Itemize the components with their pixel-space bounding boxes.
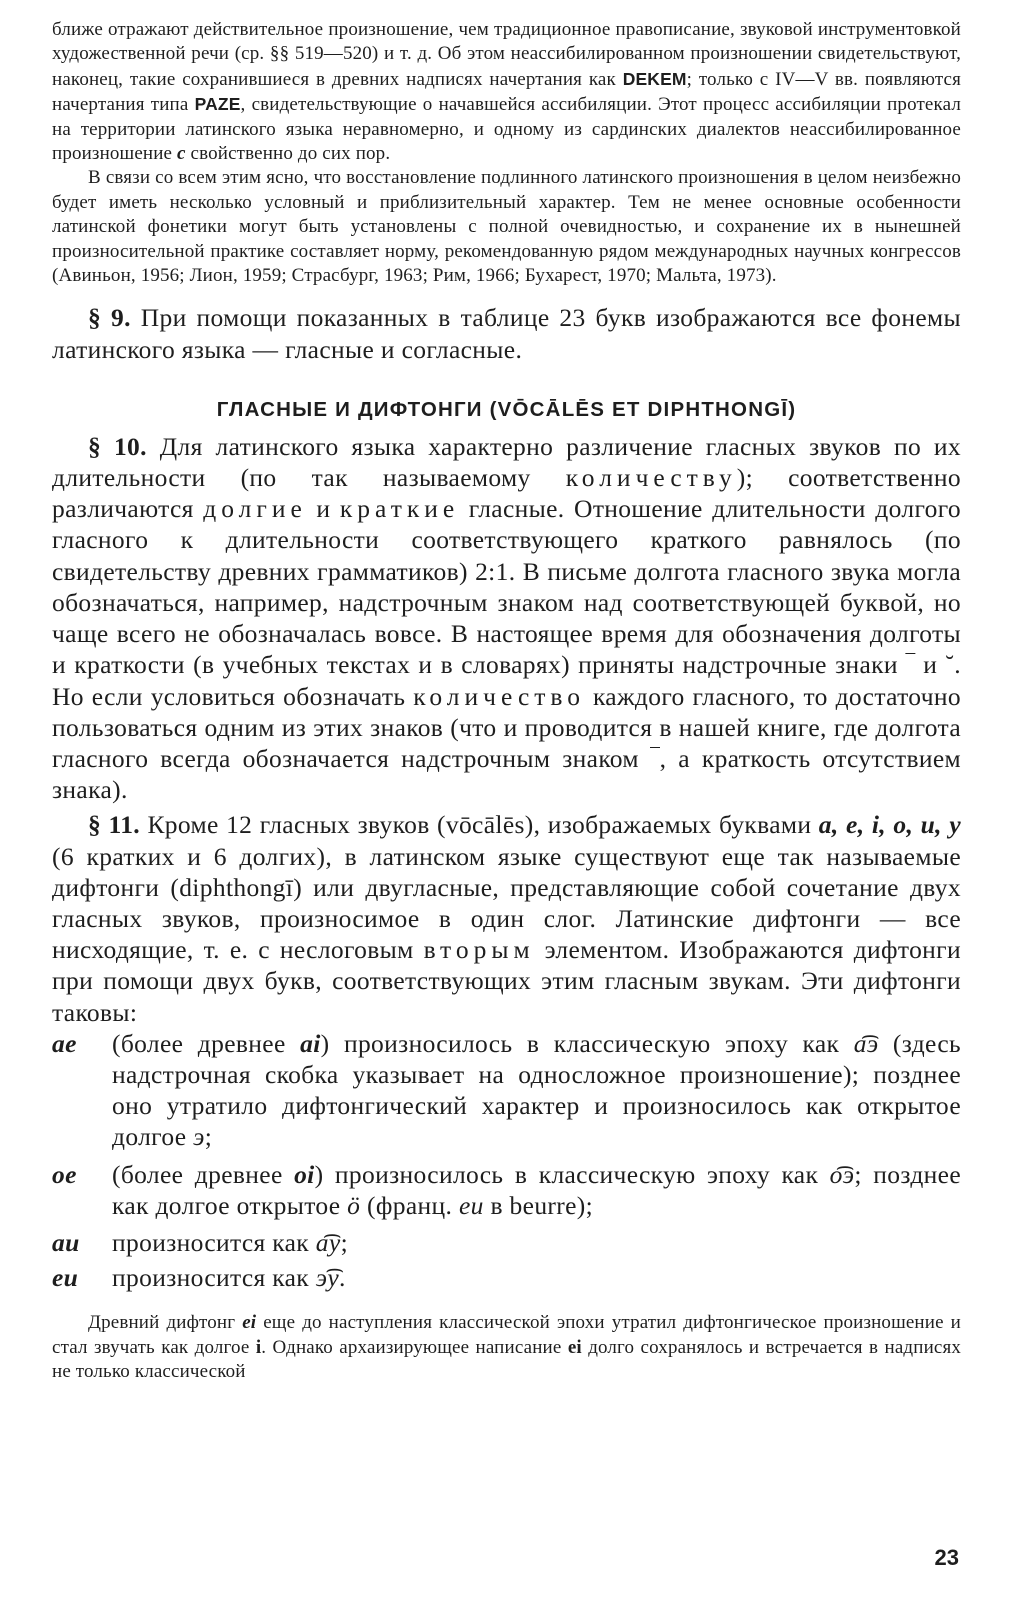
text: произносится как [112,1227,316,1257]
section-10 [52,431,961,805]
text: ) произносилось в классическую эпоху как [314,1159,830,1189]
spaced-term: количество [413,681,586,711]
section-number: § 11. [88,810,141,840]
section-number: § 9. [88,303,131,333]
diphthong-term: ae [52,1028,77,1058]
text: (франц. [360,1190,459,1220]
text: и [306,494,340,524]
text: произносится как [112,1263,316,1293]
intro-text-1: ближе отражают действительное произношение, чем традиционное правописание, звуковой инструментовкой художественной речи (ср. §§ 519—520) и т. д. Об этом неассибилированном произношении свидетельствуют, наконец, такие сохранившиеся в древних надписях начертания как [52,19,961,90]
diphthong-ei: ei [567,1336,582,1358]
pronunciation: a͡э [853,1028,879,1058]
text: (6 кратких и 6 долгих), в латинском языке существуют еще так называемые дифтонги (diphthongī) или двугласные, представляющие собой сочетание двух гласных звуков, произносимое в один слог. Латинские дифтонги — все нисходящие, т. е. с неслоговым [52,841,961,965]
text: (здесь надстрочная скобка указывает на односложное произношение); позднее оно утратило дифтонгический характер и произносилось как открытое долгое [112,1028,961,1152]
vowels-heading: ГЛАСНЫЕ И ДИФТОНГИ (VŌCĀLĒS ET DIPHTHONGĪ) [216,397,797,421]
text: Древний дифтонг [88,1312,243,1334]
diphthong-list [52,1028,961,1294]
pronunciation: ö [347,1190,361,1220]
inscription-dekem: DEKEM [622,68,687,89]
diphthong-oe [52,1159,961,1221]
diphthong-ae [52,1028,961,1153]
diphthong-term: au [52,1227,80,1257]
pronunciation: э͡у [315,1263,340,1293]
pronunciation: a͡у [315,1227,341,1257]
inscription-paze: PAZE [194,94,241,115]
pronunciation: o͡э [829,1159,855,1189]
spaced-term: количеству [565,463,737,493]
page-number: 23 [934,1545,959,1570]
ei-note [52,1311,961,1384]
diphthong-au [52,1227,961,1258]
diphthong-ei: ei [242,1312,257,1334]
old-form: ai [300,1028,321,1058]
section-9 [52,302,961,364]
restoration-note: В связи со всем этим ясно, что восстановление подлинного латинского произношения в целом неизбежно будет иметь несколько условный и приблизительный характер. Тем не менее основные особенности латинской фонетики могут быть установлены с полной очевидностью, и сохранение их в нынешней произносительной практике составляет норму, рекомендованную рядом международных научных конгрессов (Авиньон, 1956; Лион, 1959; Страсбург, 1963; Рим, 1966; Бухарест, 1970; Мальта, 1973). [52,167,961,287]
text: элементом. Изображаются дифтонги при помощи двух букв, соответствующих этим гласным звукам. Эти дифтонги таковы: [52,935,961,1027]
text: . Однако архаизирующее написание [261,1336,568,1358]
spaced-term: вторым [423,935,535,965]
text: Кроме 12 гласных звуков (vōcālēs), изображаемых буквами [140,810,819,840]
text: (более древнее [112,1159,295,1189]
section-11 [52,809,961,1027]
text: ) произносилось в классическую эпоху как [320,1028,854,1058]
old-form: oi [294,1159,315,1189]
diphthong-eu [52,1262,961,1293]
text: . [339,1263,346,1293]
text: (более древнее [112,1028,301,1058]
letter-c: c [177,143,186,165]
section-text: При помощи показанных в таблице 23 букв изображаются все фонемы латинского языка — гласные и согласные. [52,303,962,364]
text: ; [340,1227,348,1257]
text: гласные. Отношение длительности долгого гласного к длительности соответствующего краткого равнялось (по свидетельству древних грамматиков) 2:1. В письме долгота гласного звука могла обозначаться, например, надстрочным знаком над соответствующей буквой, но чаще всего не обозначалась вовсе. В настоящее время для обозначения долготы и краткости (в учебных текстах и в словарях) приняты надстрочные знаки ‾ и ˘. Но если условиться обозначать [52,494,962,711]
text: долго сохранялось и встречается в надписях не только классической [52,1336,962,1383]
section-number: § 10. [88,431,147,461]
text: ; позднее как долгое открытое [112,1159,961,1220]
text: в beurre); [483,1190,594,1220]
pronunciation: э [193,1122,205,1152]
intro-text-2: ; только с IV—V вв. появляются начертания типа [52,68,961,116]
text: каждого гласного, то достаточно пользоваться одним из этих знаков (что и проводится в нашей книге, где долгота гласного всегда обозначается надстрочным знаком ‾, а краткость отсутствием знака). [52,681,962,805]
intro-text-4: свойственно до сих пор. [185,143,391,165]
intro-paragraph [52,18,961,288]
text: еще до наступления классической эпохи утратил дифтонгическое произношение и стал звучать как долгое [52,1312,961,1358]
diphthong-term: eu [52,1263,79,1293]
letter-i: i [255,1336,262,1358]
text: ); соответственно различаются [52,463,962,524]
spaced-term: краткие [339,494,460,524]
text: Для латинского языка характерно различение гласных звуков по их длительности (по так называемому [52,431,962,493]
intro-text [52,18,961,166]
diphthong-term: oe [52,1159,77,1189]
vowel-letters: a, e, i, o, u, y [818,810,961,840]
intro-text-3: , свидетельствующие о начавшейся ассибиляции. Этот процесс ассибиляции протекал на территории латинского языка неравномерно, и одному из сардинских диалектов неассибилированное произношение [52,94,961,165]
spaced-term: долгие [203,494,307,524]
french-example: eu [458,1190,484,1220]
text: ; [204,1122,213,1152]
